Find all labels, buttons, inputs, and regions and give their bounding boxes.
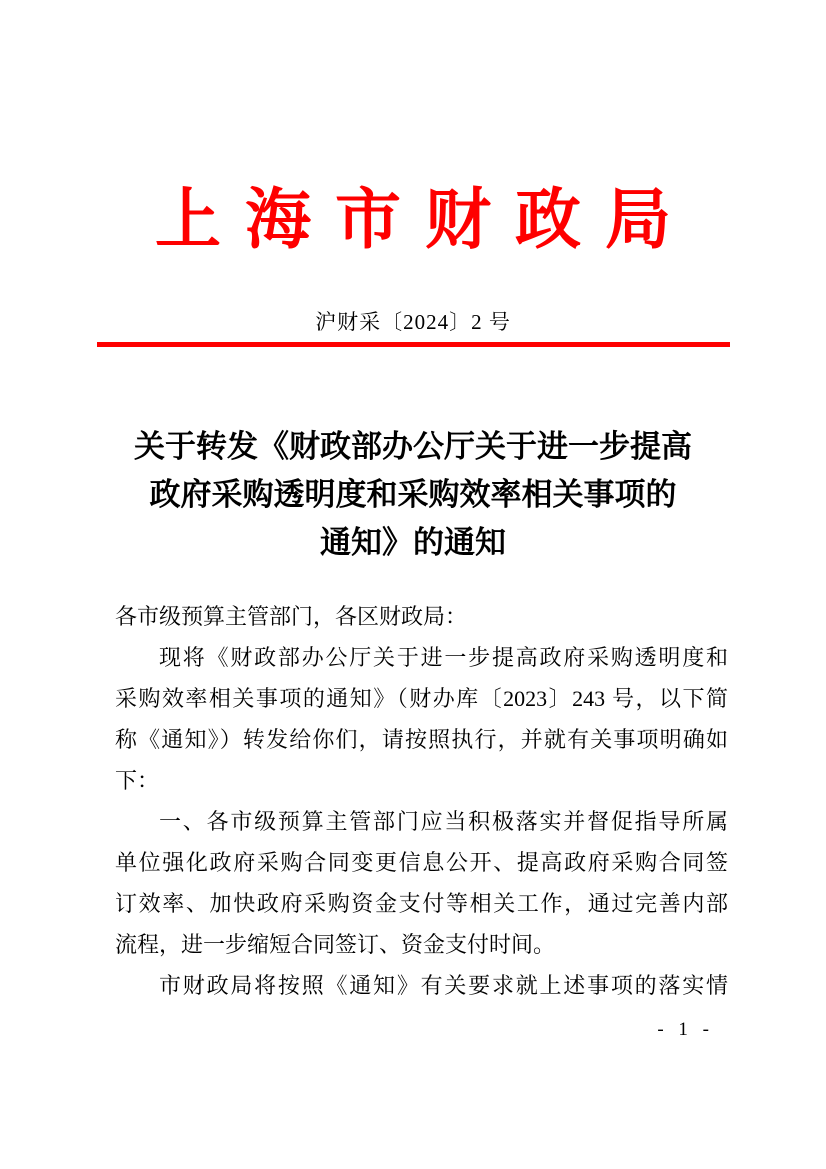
document-title-line: 关于转发《财政部办公厅关于进一步提高 (134, 429, 692, 464)
page-number: - 1 - (657, 1019, 714, 1040)
document-number: 沪财采〔2024〕2 号 (315, 310, 511, 334)
document-title-line: 通知》的通知 (320, 525, 506, 560)
document-body (115, 596, 728, 1006)
body-text-line: 下： (115, 768, 160, 793)
body-text-line: 订效率、加快政府采购资金支付等相关工作，通过完善内部 (115, 891, 728, 916)
document-title (0, 423, 826, 567)
document-title-line: 政府采购透明度和采购效率相关事项的 (149, 477, 677, 512)
red-divider-line (97, 342, 730, 347)
body-text-line: 称《通知》）转发给你们，请按照执行，并就有关事项明确如 (115, 727, 728, 752)
body-text-line: 市财政局将按照《通知》有关要求就上述事项的落实情 (159, 973, 728, 998)
body-text-line: 一、各市级预算主管部门应当积极落实并督促指导所属 (159, 809, 728, 834)
body-text-line: 采购效率相关事项的通知》（财办库〔2023〕243 号，以下简 (115, 686, 728, 711)
body-text-line: 单位强化政府采购合同变更信息公开、提高政府采购合同签 (115, 850, 728, 875)
body-text-line: 流程，进一步缩短合同签订、资金支付时间。 (115, 932, 556, 957)
body-text-line: 各市级预算主管部门，各区财政局： (115, 604, 468, 629)
body-text-line: 现将《财政部办公厅关于进一步提高政府采购透明度和 (159, 645, 728, 670)
agency-name: 上海市财政局 (155, 184, 695, 257)
